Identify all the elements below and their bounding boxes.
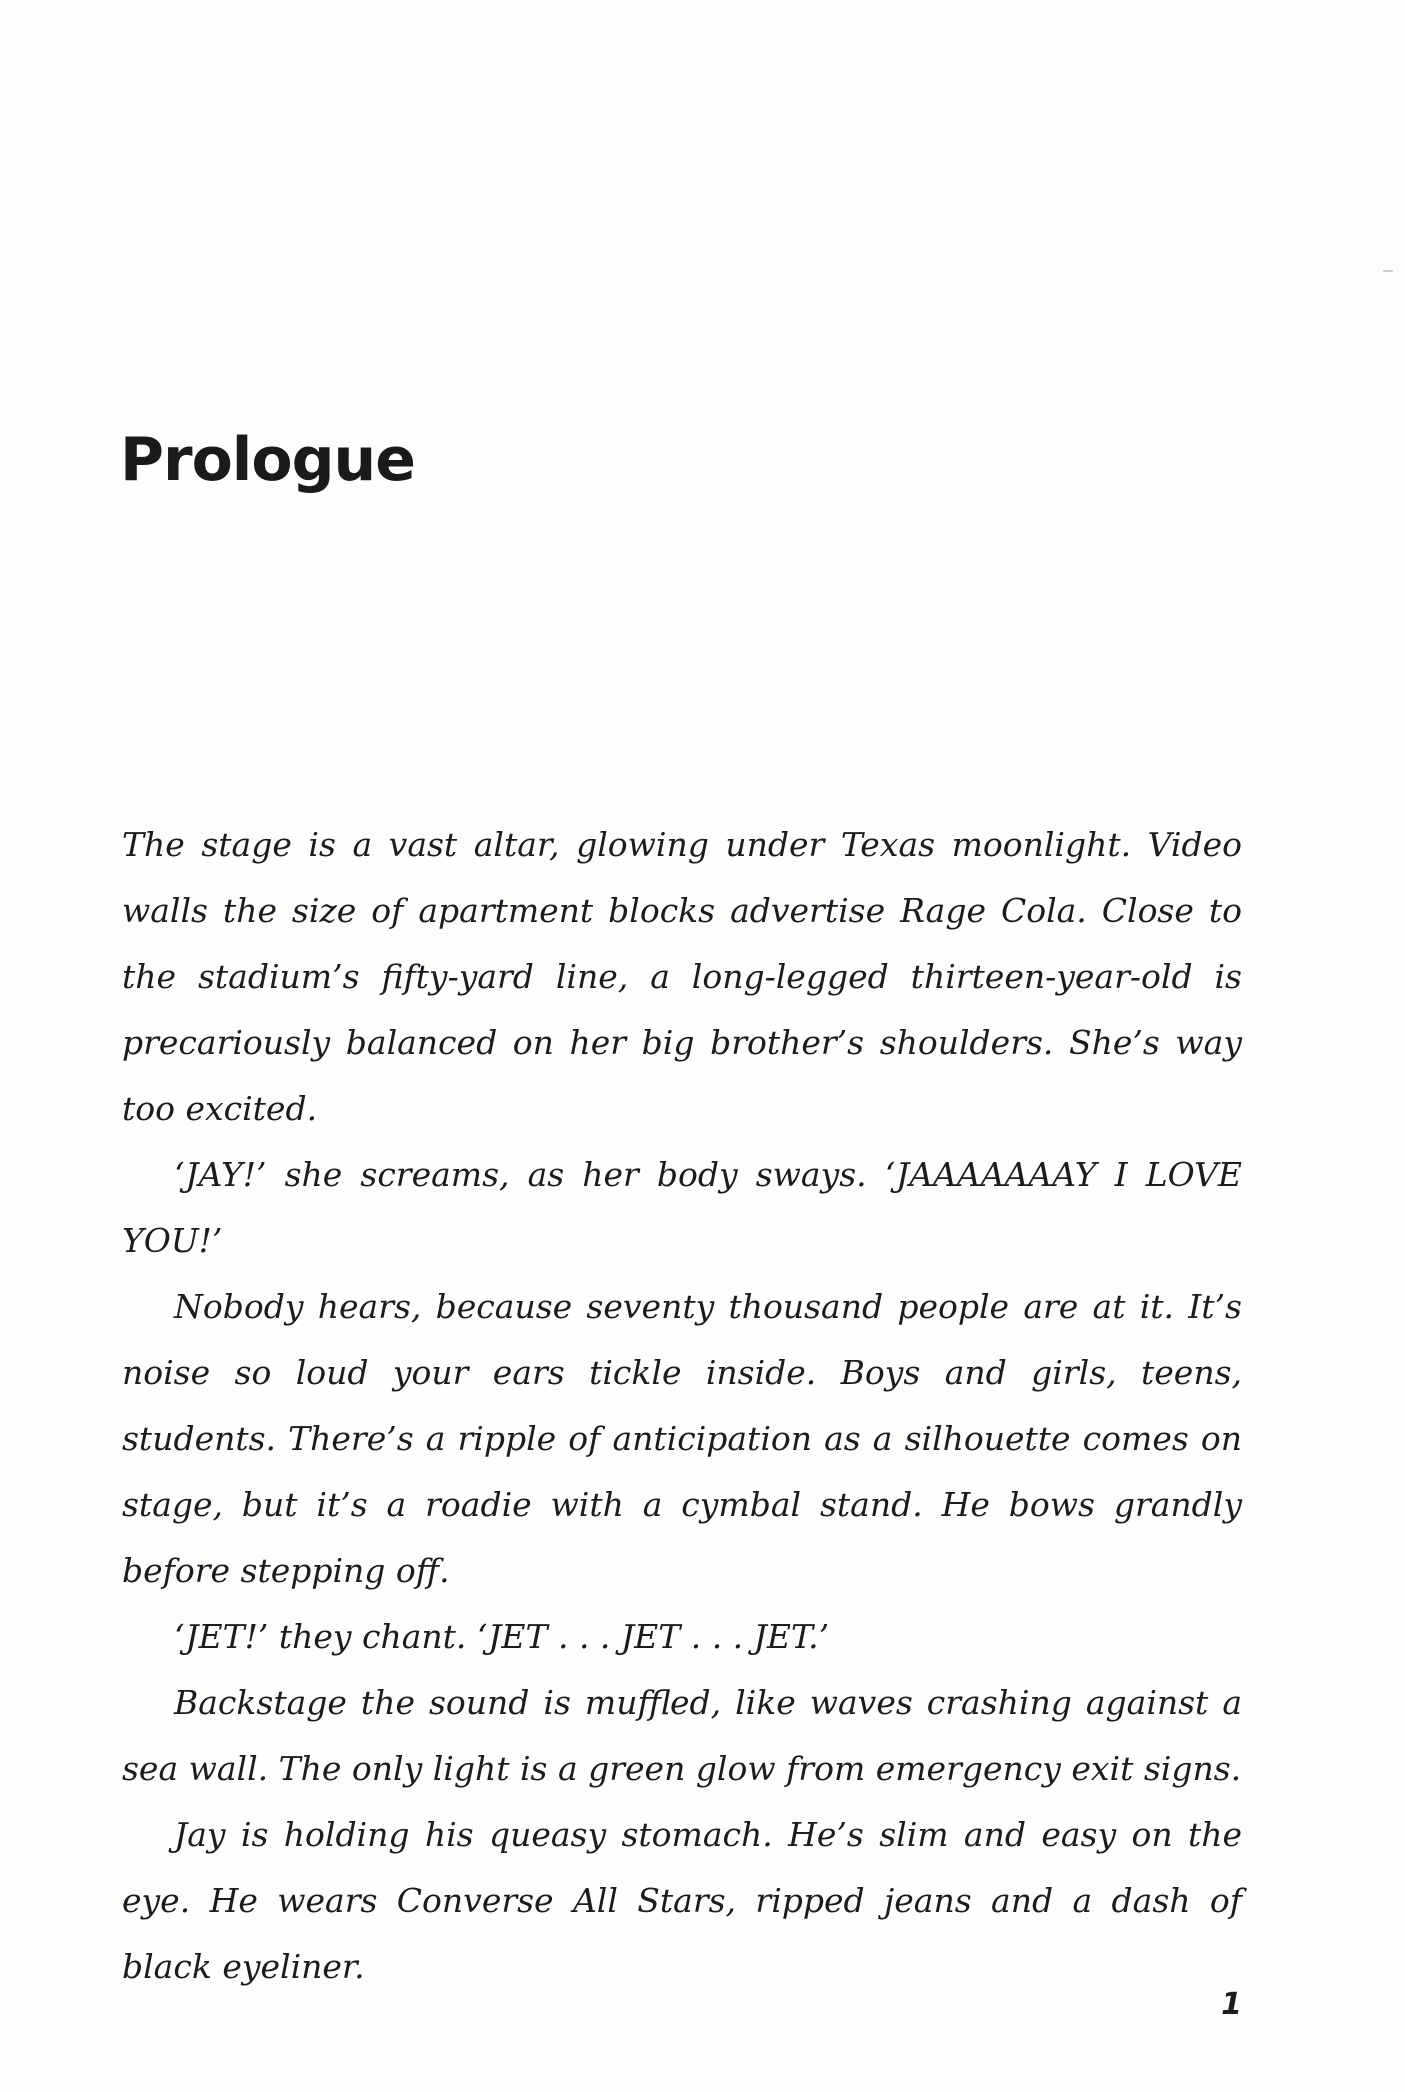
- paragraph-4: ‘JET!’ they chant. ‘JET . . . JET . . . JET.’: [174, 1617, 830, 1656]
- paragraph-1: The stage is a vast altar, glowing under Texas moonlight. Video walls the size of apartment blocks advertise Rage Cola. Close to the stadium’s fifty-yard line, a long-legged thirteen-year-old is precariously balanced on her big brother’s shoulders. She’s way too excited.: [122, 825, 1242, 1128]
- body-text: [122, 812, 1242, 2000]
- page-number: 1: [1221, 1987, 1242, 2022]
- paragraph-2: ‘JAY!’ she screams, as her body sways. ‘JAAAAAAAY I LOVE YOU!’: [122, 1155, 1242, 1260]
- page-edge-mark: [1383, 270, 1393, 272]
- paragraph-6: Jay is holding his queasy stomach. He’s slim and easy on the eye. He wears Converse All Stars, ripped jeans and a dash of black eyeliner.: [122, 1815, 1242, 1986]
- chapter-title: Prologue: [120, 425, 415, 495]
- paragraph-3: Nobody hears, because seventy thousand people are at it. It’s noise so loud your ears tickle inside. Boys and girls, teens, students. There’s a ripple of anticipation as a silhouette comes on stage, but it’s a roadie with a cymbal stand. He bows grandly before stepping off.: [122, 1287, 1242, 1590]
- paragraph-5: Backstage the sound is muffled, like waves crashing against a sea wall. The only light is a green glow from emergency exit signs.: [122, 1683, 1242, 1788]
